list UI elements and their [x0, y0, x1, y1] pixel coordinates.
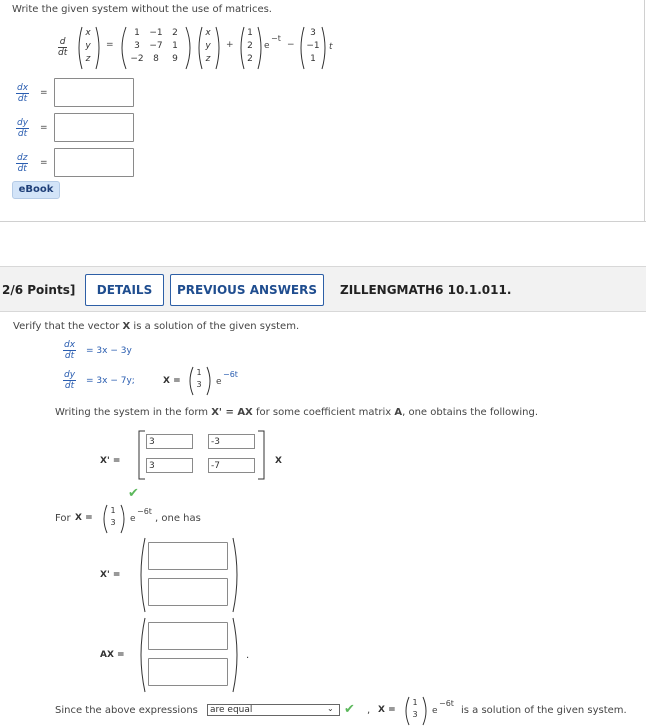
matrix-right-paren	[184, 26, 194, 70]
exp-base: e	[432, 706, 438, 716]
sys-eq2-rhs: = 3x − 7y;	[86, 376, 135, 386]
coef-a22-input[interactable]: -7	[208, 458, 255, 473]
writing-sentence: Writing the system in the form X' = AX for some coefficient matrix A, one obtains the following.	[55, 407, 538, 418]
right-paren	[256, 26, 264, 70]
top-instruction: Write the given system without the use of matrices.	[12, 4, 272, 15]
vec-cell: 1	[412, 698, 418, 707]
left-paren	[137, 537, 147, 613]
question-code: ZILLENGMATH6 10.1.011.	[340, 283, 512, 297]
matrix-cell: 8	[153, 54, 159, 64]
coef-a21-input[interactable]: 3	[146, 458, 193, 473]
t-variable: t	[329, 42, 333, 52]
sys-dx-dt: $\frac{dx}{dt}$	[64, 340, 76, 361]
exp-base: e	[264, 41, 270, 51]
x-after-matrix: X	[275, 456, 282, 466]
vec-cell: 3	[412, 710, 418, 719]
vec-cell: 2	[247, 54, 253, 64]
xprime-row1-input[interactable]	[148, 542, 228, 570]
exp-power: −t	[271, 34, 281, 43]
equals-sign: =	[106, 40, 114, 50]
var-x: x	[85, 28, 91, 38]
var-y: y	[85, 41, 91, 51]
matrix-cell: 1	[172, 41, 178, 51]
exp-power: −6t	[137, 507, 152, 516]
coef-a11-input[interactable]: 3	[146, 434, 193, 449]
correct-check-icon: ✔	[344, 702, 355, 717]
right-paren	[231, 537, 241, 613]
sys-dy-dt: $\frac{dy}{dt}$	[64, 370, 76, 391]
question-divider	[0, 221, 646, 222]
var-y: y	[205, 41, 211, 51]
for-label: For	[55, 513, 71, 524]
xprime-label: X' =	[100, 456, 121, 466]
dy-dt-input[interactable]	[54, 113, 134, 142]
since-x-label: X =	[378, 705, 396, 715]
vec-cell: −1	[306, 41, 320, 51]
vec-cell: 1	[247, 28, 253, 38]
equals-sign: =	[40, 88, 48, 98]
plus-sign: +	[226, 40, 234, 50]
since-post: is a solution of the given system.	[461, 705, 627, 716]
matrix-cell: −2	[130, 54, 144, 64]
matrix-cell: 2	[172, 28, 178, 38]
ebook-button[interactable]: eBook	[12, 181, 60, 199]
previous-answers-button[interactable]: PREVIOUS ANSWERS	[170, 274, 324, 306]
details-button[interactable]: DETAILS	[85, 274, 164, 306]
question-frame-right	[644, 0, 645, 222]
bracket-right	[257, 430, 265, 480]
bracket-left	[138, 430, 146, 480]
dz-dt-input[interactable]	[54, 148, 134, 177]
matrix-cell: 1	[134, 28, 140, 38]
since-comma: ,	[367, 705, 371, 716]
dy-dt-label: $\frac{dy}{dt}$	[17, 118, 29, 139]
matrix-left-paren	[118, 26, 128, 70]
exp-power: −6t	[223, 370, 238, 379]
right-paren	[94, 26, 102, 70]
period: .	[246, 650, 250, 661]
derivative-operator	[58, 37, 67, 58]
correct-check-icon: ✔	[128, 486, 139, 501]
dx-dt-label: $\frac{dx}{dt}$	[17, 83, 29, 104]
vec-cell: 3	[310, 28, 316, 38]
vec-cell: 1	[310, 54, 316, 64]
right-paren	[205, 366, 213, 396]
vec-cell: 3	[196, 380, 202, 389]
var-z: z	[85, 54, 91, 64]
x-vector-label: X =	[163, 376, 181, 386]
right-paren	[231, 617, 241, 693]
since-text: Since the above expressions	[55, 705, 198, 716]
right-paren	[119, 504, 127, 534]
left-paren	[298, 26, 306, 70]
exp-base: e	[216, 377, 222, 387]
equals-sign: =	[40, 158, 48, 168]
sys-eq1-rhs: = 3x − 3y	[86, 346, 132, 356]
exp-base: e	[130, 514, 136, 524]
ax-row1-input[interactable]	[148, 622, 228, 650]
bottom-instruction: Verify that the vector X is a solution of the given system.	[13, 321, 300, 332]
vec-cell: 2	[247, 41, 253, 51]
dz-dt-label: $\frac{dz}{dt}$	[17, 153, 28, 174]
right-paren	[320, 26, 328, 70]
right-paren	[421, 696, 429, 726]
exp-power: −6t	[439, 699, 454, 708]
derivative-d: d	[59, 37, 66, 47]
matrix-cell: 3	[134, 41, 140, 51]
derivative-dt: dt	[58, 48, 68, 58]
matrix-cell: −1	[149, 28, 163, 38]
one-has-text: , one has	[155, 513, 201, 524]
points-label: 2/6 Points]	[2, 283, 76, 297]
ax-label: AX =	[100, 650, 125, 660]
vec-cell: 1	[196, 368, 202, 377]
matrix-cell: 9	[172, 54, 178, 64]
vec-cell: 3	[110, 518, 116, 527]
var-x: x	[205, 28, 211, 38]
ax-row2-input[interactable]	[148, 658, 228, 686]
equals-sign: =	[40, 123, 48, 133]
xprime2-label: X' =	[100, 570, 121, 580]
right-paren	[214, 26, 222, 70]
equality-select[interactable]: are equal	[207, 704, 340, 716]
for-x-label: X =	[75, 513, 93, 523]
xprime-row2-input[interactable]	[148, 578, 228, 606]
matrix-cell: −7	[149, 41, 163, 51]
dx-dt-input[interactable]	[54, 78, 134, 107]
vec-cell: 1	[110, 506, 116, 515]
minus-sign: −	[287, 40, 295, 50]
coef-a12-input[interactable]: -3	[208, 434, 255, 449]
var-z: z	[205, 54, 211, 64]
select-chevron-icon: ⌄	[327, 704, 334, 713]
left-paren	[137, 617, 147, 693]
